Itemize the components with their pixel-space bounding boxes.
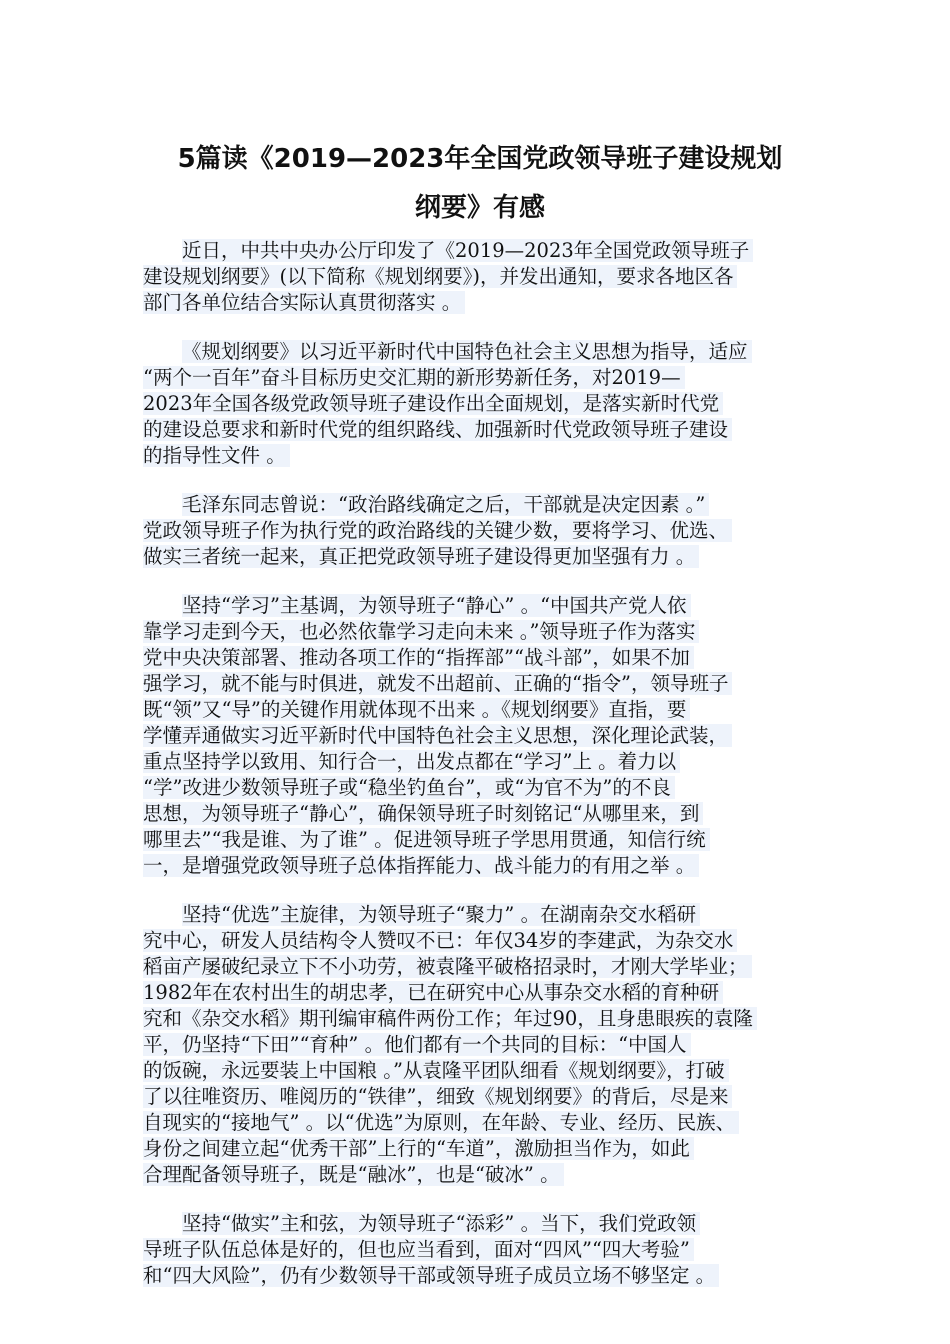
paragraph-line (143, 775, 833, 801)
paragraph-line (143, 801, 833, 827)
paragraph-line (143, 1032, 833, 1058)
paragraph-line (143, 902, 833, 928)
paragraph-line (143, 1162, 833, 1188)
text-line: 了以往唯资历、唯阅历的“铁律”，细致《规划纲要》的背后，尽是来 (143, 1085, 732, 1108)
text-line: “学”改进少数领导班子或“稳坐钓鱼台”，或“为官不为”的不良 (143, 776, 675, 799)
paragraph-line (143, 1084, 833, 1110)
text-line: 强学习，就不能与时俱进，就发不出超前、正确的“指令”，领导班子 (143, 672, 732, 695)
paragraph-line (143, 980, 833, 1006)
paragraph-line (143, 1110, 833, 1136)
text-line: 学懂弄通做实习近平新时代中国特色社会主义思想，深化理论武装， (143, 724, 732, 747)
text-line: 究和《杂交水稻》期刊编审稿件两份工作；年过90，且身患眼疾的袁隆 (143, 1007, 757, 1030)
text-line: 思想，为领导班子“静心”，确保领导班子时刻铭记“从哪里来，到 (143, 802, 703, 825)
paragraph-line (143, 723, 833, 749)
paragraph-line (143, 518, 833, 544)
paragraph-line (143, 1211, 833, 1237)
paragraph (143, 902, 833, 1188)
paragraph-line (143, 417, 833, 443)
paragraph-line (143, 749, 833, 775)
text-line: 自现实的“接地气” 。以“优选”为原则，在年龄、专业、经历、民族、 (143, 1111, 739, 1134)
text-line: 2023年全国各级党政领导班子建设作出全面规划，是落实新时代党 (143, 392, 723, 415)
paragraph-line (143, 645, 833, 671)
paragraph-line (143, 443, 833, 469)
text-line: 重点坚持学以致用、知行合一，出发点都在“学习”上 。着力以 (143, 750, 680, 773)
paragraph-line (143, 671, 833, 697)
text-line: 哪里去”“我是谁、为了谁” 。促进领导班子学思用贯通，知信行统 (143, 828, 710, 851)
paragraph-line (143, 827, 833, 853)
paragraph-line (143, 928, 833, 954)
text-line: 《规划纲要》以习近平新时代中国特色社会主义思想为指导，适应 (182, 340, 752, 363)
paragraph-line (143, 1237, 833, 1263)
paragraph (143, 593, 833, 879)
text-line: 近日，中共中央办公厅印发了《2019—2023年全国党政领导班子 (182, 239, 753, 262)
paragraph-line (143, 593, 833, 619)
text-line: 坚持“学习”主基调，为领导班子“静心” 。“中国共产党人依 (182, 594, 691, 617)
text-line: 合理配备领导班子，既是“融冰”，也是“破冰” 。 (143, 1163, 564, 1186)
paragraph-line (143, 619, 833, 645)
paragraph-line (143, 391, 833, 417)
document-title-line-1: 5篇读《2019—2023年全国党政领导班子建设规划 (177, 144, 783, 174)
paragraph-line (143, 365, 833, 391)
text-line: 坚持“优选”主旋律，为领导班子“聚力” 。在湖南杂交水稻研 (182, 903, 700, 926)
paragraph-line (143, 1006, 833, 1032)
text-line: 和“四大风险”，仍有少数领导干部或领导班子成员立场不够坚定 。 (143, 1264, 719, 1287)
document-body (143, 238, 833, 1312)
text-line: 部门各单位结合实际认真贯彻落实 。 (143, 291, 465, 314)
text-line: 靠学习走到今天，也必然依靠学习走向未来 。”领导班子作为落实 (143, 620, 699, 643)
paragraph-line (143, 238, 833, 264)
paragraph (143, 492, 833, 570)
paragraph-line (143, 290, 833, 316)
text-line: 究中心，研发人员结构令人赞叹不已：年仅34岁的李建武，为杂交水 (143, 929, 737, 952)
document-title-line-2: 纲要》有感 (414, 193, 545, 223)
text-line: 建设规划纲要》(以下简称《规划纲要》)，并发出通知，要求各地区各 (143, 265, 737, 288)
text-line: 的指导性文件 。 (143, 444, 290, 467)
text-line: 毛泽东同志曾说：“政治路线确定之后，干部就是决定因素 。” (182, 493, 709, 516)
paragraph-line (143, 697, 833, 723)
paragraph-line (143, 1058, 833, 1084)
text-line: 一，是增强党政领导班子总体指挥能力、战斗能力的有用之举 。 (143, 854, 699, 877)
text-line: 平，仍坚持“下田”“育种” 。他们都有一个共同的目标：“中国人 (143, 1033, 691, 1056)
text-line: 身份之间建立起“优秀干部”上行的“车道”，激励担当作为，如此 (143, 1137, 694, 1160)
text-line: 的建设总要求和新时代党的组织路线、加强新时代党政领导班子建设 (143, 418, 732, 441)
text-line: 1982年在农村出生的胡忠孝，已在研究中心从事杂交水稻的育种研 (143, 981, 723, 1004)
text-line: 导班子队伍总体是好的，但也应当看到，面对“四风”“四大考验” (143, 1238, 694, 1261)
paragraph (143, 1211, 833, 1289)
paragraph-line (143, 1136, 833, 1162)
paragraph-line (143, 853, 833, 879)
text-line: 既“领”又“导”的关键作用就体现不出来 。《规划纲要》直指，要 (143, 698, 690, 721)
paragraph-line (143, 492, 833, 518)
paragraph-line (143, 339, 833, 365)
paragraph-line (143, 264, 833, 290)
text-line: 稻亩产屡破纪录立下不小功劳，被袁隆平破格招录时，才刚大学毕业； (143, 955, 752, 978)
text-line: 做实三者统一起来，真正把党政领导班子建设得更加坚强有力 。 (143, 545, 699, 568)
paragraph-line (143, 1263, 833, 1289)
text-line: “两个一百年”奋斗目标历史交汇期的新形势新任务，对2019— (143, 366, 685, 389)
text-line: 坚持“做实”主和弦，为领导班子“添彩” 。当下，我们党政领 (182, 1212, 700, 1235)
paragraph-line (143, 544, 833, 570)
paragraph (143, 238, 833, 316)
paragraph-line (143, 954, 833, 980)
text-line: 党中央决策部署、推动各项工作的“指挥部”“战斗部”，如果不加 (143, 646, 694, 669)
text-line: 的饭碗，永远要装上中国粮 。”从袁隆平团队细看《规划纲要》，打破 (143, 1059, 729, 1082)
text-line: 党政领导班子作为执行党的政治路线的关键少数，要将学习、优选、 (143, 519, 732, 542)
paragraph (143, 339, 833, 469)
